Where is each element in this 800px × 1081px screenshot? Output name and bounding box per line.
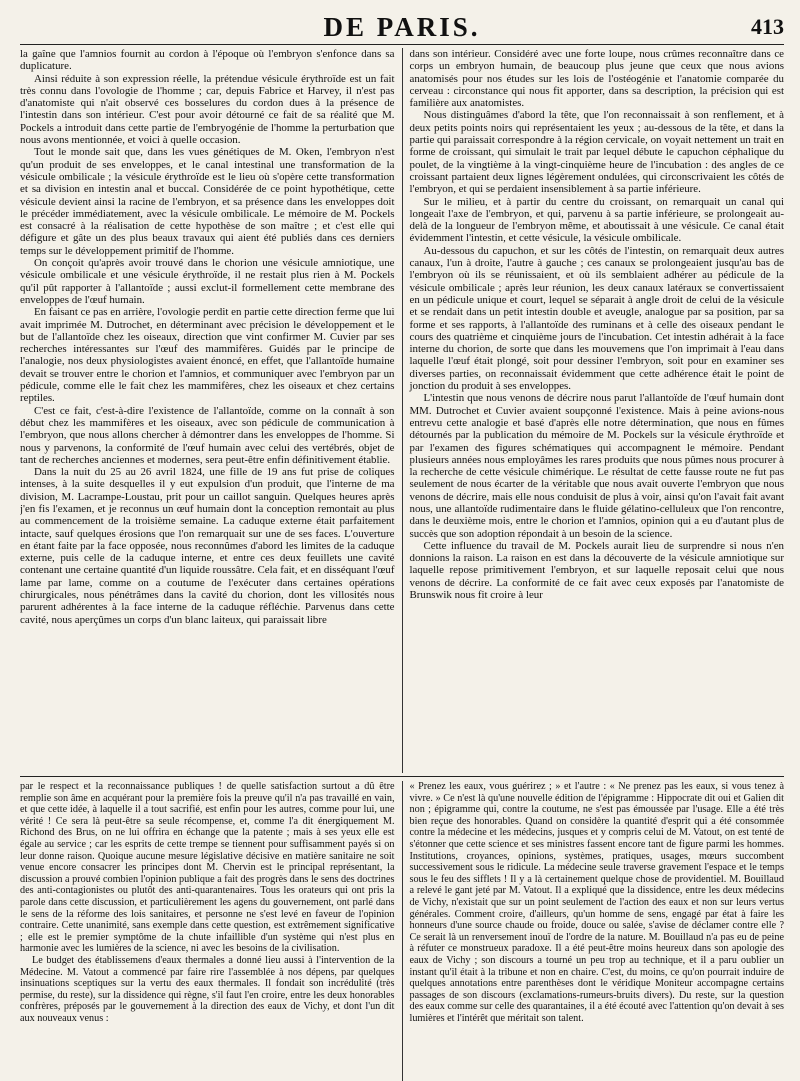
paragraph: Cette influence du travail de M. Pockels aurait lieu de surprendre si nous n'en donnions la raison. La raison en est dans la découverte de la vésicule amniotique sur laquelle repose primitivement l'embryon, et sur laquelle reposait celui que nous venons de décrire. La conformité de ce fait avec ceux exposés par l'anatomiste de Brunswik nous fit croire à leur (409, 539, 784, 602)
paragraph: « Prenez les eaux, vous guérirez ; » et l'autre : « Ne prenez pas les eaux, si vous tenez à vivre. » Ce n'est là qu'une nouvelle édition de l'épigramme : Hippocrate dit oui et Galien dit non ; épigramme qui, contre la coutume, ne s'est pas émoussée par l'usage. Elle a été très bien reçue des honorables. Quand on considère la quantité d'esprit qui a été consommée contre la médecine et les médecins, jusques et y compris celui de M. Vatout, on est tenté de s'étonner que cette science et ses ministres fassent encore tant de figure parmi les hommes. Institutions, croyances, opinions, systèmes, pratiques, usages, mœurs succombent successivement sous le ridicule. La médecine seule traverse gravement l'espace et le temps sous le feu des sifflets ! Il y a là certainement quelque chose de providentiel. M. Bouillaud a relevé le gant jeté par M. Vatout. Il a expliqué que la dissidence, entre les deux médecins de Vichy, n'existait que sur un point seulement de l'action des eaux et non sur leurs vertus générales. Comment croire, d'ailleurs, qu'un homme de sens, engagé par état à faire les honneurs d'une source chaude ou froide, douce ou salée, s'avise de déclamer contre elle ? Ce serait là un renversement inouï de l'ordre de la nature. M. Bouillaud n'a pas eu de peine à réfuter ce monstrueux paradoxe. Il a été peut-être moins heureux dans son apologie des eaux de Vichy ; son discours a tourné un peu trop au technique, et il a paru oublier un instant qu'il était à la tribune et non en chaire. C'est, du moins, ce qu'on pourrait induire de quelques annotations entre parenthèses dont le véridique Moniteur accompagne certains passages de son discours (exclamations-rumeurs-bruits divers). Du reste, sur la question des eaux comme sur celle des quarantaines, il a été écouté avec l'attention qu'on devait à ses lumières et l'intérêt que méritait son talent. (409, 781, 784, 1024)
paragraph: Sur le milieu, et à partir du centre du croissant, on remarquait un canal qui longeait l'axe de l'embryon, et qui, parvenu à sa partie inférieure, se prolongeait au-delà de la longueur de l'embryon même, et aboutissait à une vésicule. Ce canal était évidemment l'intestin, et cette vésicule, la vésicule ombilicale. (409, 195, 784, 245)
article-section (20, 48, 784, 773)
paragraph: On conçoit qu'après avoir trouvé dans le chorion une vésicule amniotique, une vésicule ombilicale et une vésicule érythroïde, il ne restait plus rien à M. Pockels qu'il pût rapporter à l'allantoïde ; aussi exclut-il formellement cette membrane des enveloppes de l'œuf humain. (20, 257, 395, 306)
feuilleton-column-right (402, 781, 785, 1081)
paragraph: Tout le monde sait que, dans les vues génétiques de M. Oken, l'embryon n'est qu'un produit de ses enveloppes, et le canal intestinal une transformation de la vésicule ombilicale ; la vésicule érythroïde est le lieu où s'opère cette transformation et sa division en intestin anal et buccal. Considérée de ce point hypothétique, cette vésicule devient ainsi la racine de l'embryon, et sa présence dans les enveloppes doit le précéder immédiatement, avec la vésicule ombilicale. Le mémoire de M. Pockels est consacré à la réalisation de cette hypothèse de son maître ; et c'est elle qui défigure et gâte un des plus beaux travaux qui aient été publiés dans ces derniers temps sur le développement primitif de l'homme. (20, 146, 395, 257)
paragraph: la gaîne que l'amnios fournit au cordon à l'époque où l'embryon s'enfonce dans sa duplicature. (20, 48, 395, 73)
paragraph: Ainsi réduite à son expression réelle, la prétendue vésicule érythroïde est un fait très connu dans l'ovologie de l'homme ; car, depuis Fabrice et Harvey, il n'est pas d'anatomiste qui n'ait observé ces bosselures du cordon dues à la présence de l'intestin dans son intérieur. C'est pour avoir détourné ce fait de sa réalité que M. Pockels a introduit dans cette partie de l'embryogénie de l'homme la perturbation que nous avons mentionnée, et voici à quelle occasion. (20, 72, 395, 147)
paragraph: Nous distinguâmes d'abord la tête, que l'on reconnaissait à son renflement, et à deux petits points noirs qui représentaient les yeux ; au-dessous de la tête, et dans la partie qui paraissait correspondre à la région cervicale, on voyait nettement un trait en forme de croissant, qui simulait le trait par lequel débute le capuchon céphalique du poulet, de la vingtième à la vingt-cinquième heure de l'incubation : des angles de ce croissant partaient deux lignes légèrement ondulées, qui circonscrivaient les côtés de l'embryon, et qui se perdaient insensiblement à sa partie inférieure. (409, 109, 784, 196)
section-divider (20, 776, 784, 777)
feuilleton-section (20, 781, 784, 1081)
paragraph: Le budget des établissemens d'eaux thermales a donné lieu aussi à l'intervention de la Médecine. M. Vatout a commencé par faire rire l'assemblée à nos dépens, par quelques insinuations sceptiques sur la vertu des eaux thermales. Il fondait son incrédulité (très permise, du reste), sur la dissidence qui règne, s'il faut l'en croire, entre les deux honorables confrères, préposés par le gouvernement à la direction des eaux de Vichy, et dont l'un dit aux nouveaux venus : (20, 954, 395, 1024)
article-column-right (402, 48, 785, 773)
paragraph: En faisant ce pas en arrière, l'ovologie perdit en partie cette direction ferme que lui avait imprimée M. Dutrochet, en déterminant avec précision le développement et le but de l'allantoïde chez les oiseaux, direction que vint confirmer M. Cuvier par ses recherches intéressantes sur l'œuf des mammifères. Guidés par le principe de l'analogie, nos deux physiologistes avaient énoncé, en effet, que l'allantoïde humaine devait se trouver entre le chorion et l'amnios, et communiquer avec l'embryon par un pédicule, comme elle le fait chez les mammifères, chez les oiseaux et chez certains reptiles. (20, 306, 395, 405)
feuilleton-column-left (20, 781, 402, 1081)
page-header (20, 10, 784, 45)
paragraph: C'est ce fait, c'est-à-dire l'existence de l'allantoïde, comme on la connaît à son début chez les mammifères et les oiseaux, avec son pédicule de communication à l'embryon, que nous allons chercher à démontrer dans les enveloppes de l'homme. Si nous y parvenons, la conformité de l'œuf humain avec celui des vertébrés, objet de tant de recherches anciennes et modernes, sera peut-être enfin définitivement établie. (20, 404, 395, 466)
paragraph: par le respect et la reconnaissance publiques ! de quelle satisfaction surtout a dû être remplie son âme en acquérant pour la première fois la preuve qu'il n'a pas travaillé en vain, et que cette idée, à laquelle il a tout sacrifié, est enfin pour les autres, comme pour lui, une vérité ! Ce sera là peut-être sa seule récompense, et, comme l'a dit énergiquement M. Richond des Brus, on ne lui offrira en échange que la patente ; mais à ses yeux elle est égale au service ; car les esprits de cette trempe se tiennent pour suffisamment payés si on leur donne raison. Quoique aucune mesure législative décisive en matière sanitaire ne soit venue encore consacrer les principes dont M. Chervin est le principal représentant, la discussion a prouvé combien l'opinion publique a fait des progrès dans le sens des doctrines des anti-contagionistes ou plutôt des anti-quarantenaires. Tous les orateurs qui ont pris la parole dans cette discussion, et particulièrement les agens du gouvernement, ont parlé dans le sens de la réforme des lois sanitaires, et personne ne s'est levé en faveur de l'opinion contraire. Cette unanimité, sans exemple dans cette question, est extrêmement significative ; elle est le premier symptôme de la chute infaillible d'un système qui n'est plus en harmonie avec les lumières de la science, ni avec les besoins de la civilisation. (20, 781, 395, 955)
paragraph: Dans la nuit du 25 au 26 avril 1824, une fille de 19 ans fut prise de coliques intenses, à la suite desquelles il y eut expulsion d'un produit, que l'interne de ma division, M. Lacrampe-Loustau, prit pour un caillot sanguin. Quelques heures après j'en fis l'examen, et je reconnus un œuf humain dont la conception remontait au plus au commencement de la troisième semaine. La caduque externe était parfaitement intacte, sauf quelques érosions que l'on remarquait sur une de ses faces. L'ouverture en étant faite par la face opposée, nous reconnûmes d'abord les limites de la caduque externe, puis celle de la caduque interne, et entre ces deux feuillets une cavité contenant une certaine quantité d'un liquide roussâtre. Cela fait, et en disséquant l'œuf lame par lame, comme on a coutume de l'exécuter dans certaines opérations chirurgicales, nous pénétrâmes dans la cavité du chorion, dont les villosités nous parurent adhérentes à la face interne de la caduque réfléchie. Parvenus dans cette cavité, nous aperçûmes un corps d'un blanc laiteux, qui paraissait libre (20, 466, 395, 626)
paragraph: Au-dessous du capuchon, et sur les côtés de l'intestin, on remarquait deux autres canaux, l'un à droite, l'autre à gauche ; ces canaux se prolongeaient jusqu'au bas de l'embryon où ils se réunissaient, et où ils semblaient adhérer au pédicule de la vésicule ombilicale ; après leur réunion, les deux canaux latéraux se convertissaient en un pédicule unique et court, lequel se séparait à angle droit de celui de la vésicule et se rendait dans un petit intestin double et aveugle, analogue par sa position, par sa forme et ses rapports, à l'allantoïde des ruminans et à celle des oiseaux pendant le cours des quatrième et cinquième jours de l'incubation. Cet intestin adhérait à la face interne du chorion, de sorte que dans les mouvemens que l'on imprimait à l'eau dans laquelle l'œuf était plongé, soit pour dessiner l'embryon, soit pour en examiner ses diverses parties, on reconnaissait évidemment que cette adhérence était le point de jonction du produit à ses enveloppes. (409, 244, 784, 393)
paragraph: dans son intérieur. Considéré avec une forte loupe, nous crûmes reconnaître dans ce corps un embryon humain, de beaucoup plus jeune que ceux que nous avions anatomisés pour nos études sur les lois de l'ostéogénie et l'anatomie comparée du cerveau : circonstance qui nous fit apporter, dans sa description, la précision qui est familière aux anatomistes. (409, 48, 784, 110)
page-number: 413 (751, 14, 784, 39)
article-column-left (20, 48, 402, 773)
paragraph: L'intestin que nous venons de décrire nous parut l'allantoïde de l'œuf humain dont MM. Dutrochet et Cuvier avaient soupçonné l'existence. Mais à peine avions-nous entrevu cette analogie et basé d'après elle notre détermination, que nous en fûmes détournés par la publication du mémoire de M. Pockels sur la vésicule érythroïde et par l'examen des figures schématiques qui accompagnent le mémoire. Pendant plusieurs années nous employâmes les rares produits que nous pûmes nous procurer à la recherche de cette vésicule chimérique. Le résultat de cette fausse route ne fut pas seulement de nous écarter de la véritable que nous avait ouverte l'embryon que nous venons de décrire, mais elle nous conduisit de plus à voir, ainsi qu'on l'avait fait avant nous, une allantoïde rudimentaire dans le fluide gélatino-celluleux que l'on rencontre, dans le deuxième mois, entre le chorion et l'amnios, opinion qui a eu d'autant plus de succès que son adoption répondait à un besoin de la science. (409, 392, 784, 540)
running-title: DE PARIS. (323, 12, 481, 42)
